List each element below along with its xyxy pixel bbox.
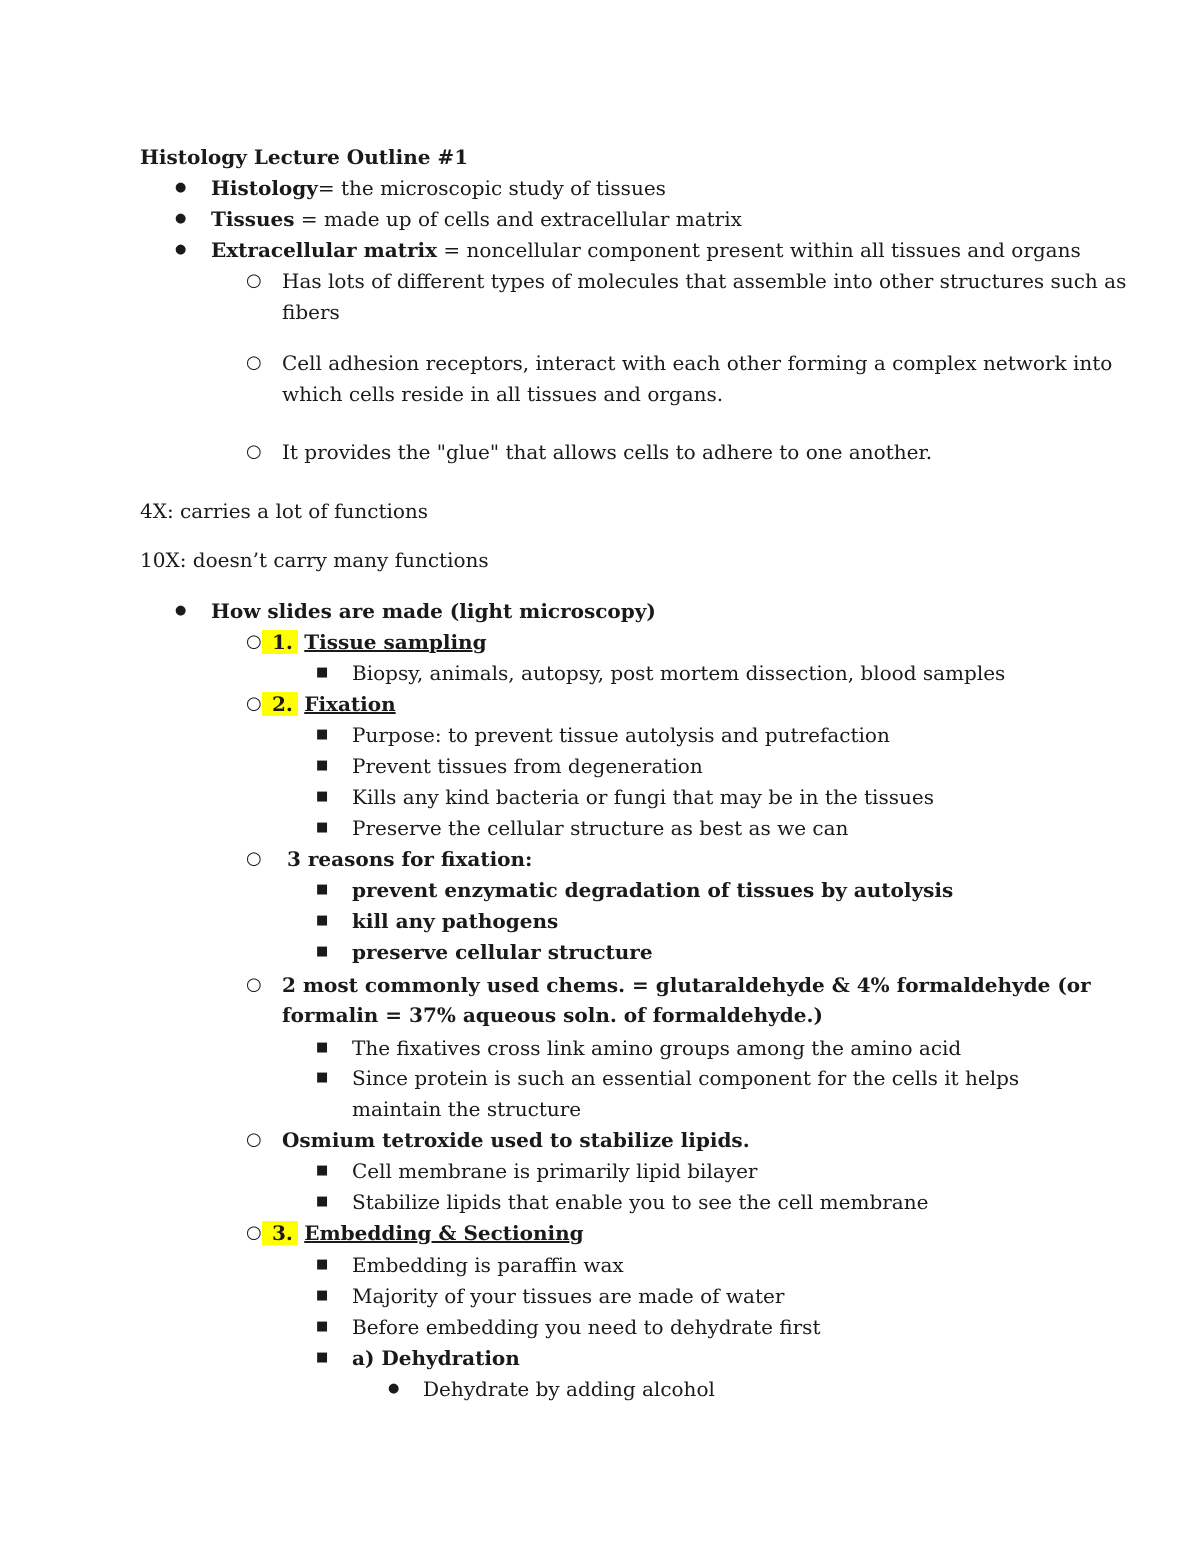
- list-item: Preserve the cellular structure as best as we can: [352, 816, 849, 840]
- list-item: Prevent tissues from degeneration: [352, 754, 703, 778]
- list-item: Cell adhesion receptors, interact with each other forming a complex network into: [282, 351, 1113, 375]
- square-bullet-icon: ■: [316, 820, 329, 835]
- square-bullet-icon: ■: [316, 1163, 329, 1178]
- square-bullet-icon: ■: [316, 727, 329, 742]
- term-label: Extracellular matrix: [211, 238, 438, 262]
- note-line: 4X: carries a lot of functions: [140, 499, 429, 523]
- circle-bullet-icon: ○: [246, 848, 262, 869]
- list-item: Since protein is such an essential component for the cells it helps: [352, 1066, 1020, 1090]
- list-item: Cell membrane is primarily lipid bilayer: [352, 1159, 758, 1183]
- step-heading: [262, 1221, 584, 1245]
- list-item: Embedding is paraffin wax: [352, 1253, 624, 1277]
- step-title: Embedding & Sectioning: [304, 1221, 584, 1245]
- separator: =: [294, 207, 325, 231]
- list-item: Before embedding you need to dehydrate first: [352, 1315, 821, 1339]
- list-item: Kills any kind bacteria or fungi that may be in the tissues: [352, 785, 934, 809]
- list-item: It provides the "glue" that allows cells to adhere to one another.: [282, 440, 933, 464]
- step-title: Tissue sampling: [304, 630, 487, 654]
- circle-bullet-icon: ○: [246, 352, 262, 373]
- square-bullet-icon: ■: [316, 1257, 329, 1272]
- note-line: 10X: doesn’t carry many functions: [140, 548, 489, 572]
- square-bullet-icon: ■: [316, 1040, 329, 1055]
- bullet-icon: ●: [175, 603, 187, 618]
- square-bullet-icon: ■: [316, 789, 329, 804]
- list-item: [211, 176, 666, 200]
- square-bullet-icon: ■: [316, 882, 329, 897]
- subsection-heading: 3 reasons for fixation:: [287, 847, 533, 871]
- sub-step-heading: a) Dehydration: [352, 1346, 520, 1370]
- term-label: Tissues: [211, 207, 295, 231]
- square-bullet-icon: ■: [316, 1319, 329, 1334]
- subsection-heading: 2 most commonly used chems. = glutaraldehyde & 4% formaldehyde (or: [282, 973, 1091, 997]
- square-bullet-icon: ■: [316, 1288, 329, 1303]
- list-item: Majority of your tissues are made of water: [352, 1284, 785, 1308]
- subsection-heading-continuation: formalin = 37% aqueous soln. of formaldehyde.): [282, 1003, 823, 1027]
- circle-bullet-icon: ○: [246, 631, 262, 652]
- definition-text: made up of cells and extracellular matrix: [324, 207, 742, 231]
- square-bullet-icon: ■: [316, 665, 329, 680]
- circle-bullet-icon: ○: [246, 441, 262, 462]
- bullet-icon: ●: [175, 211, 187, 226]
- list-item: Dehydrate by adding alcohol: [423, 1377, 715, 1401]
- bullet-icon: ●: [388, 1381, 400, 1396]
- list-item: preserve cellular structure: [352, 940, 653, 964]
- list-item: Stabilize lipids that enable you to see the cell membrane: [352, 1190, 929, 1214]
- square-bullet-icon: ■: [316, 1194, 329, 1209]
- section-heading: How slides are made (light microscopy): [211, 599, 656, 623]
- circle-bullet-icon: ○: [246, 974, 262, 995]
- list-item: The fixatives cross link amino groups among the amino acid: [352, 1036, 962, 1060]
- square-bullet-icon: ■: [316, 758, 329, 773]
- circle-bullet-icon: ○: [246, 693, 262, 714]
- list-item: [211, 207, 742, 231]
- bullet-icon: ●: [175, 242, 187, 257]
- document-title: Histology Lecture Outline #1: [140, 145, 469, 169]
- list-item: prevent enzymatic degradation of tissues by autolysis: [352, 878, 954, 902]
- step-number: 1.: [262, 630, 298, 654]
- step-number: 2.: [262, 692, 298, 716]
- square-bullet-icon: ■: [316, 1070, 329, 1085]
- step-heading: [262, 630, 487, 654]
- separator: =: [437, 238, 467, 262]
- list-item-continuation: which cells reside in all tissues and organs.: [282, 382, 724, 406]
- circle-bullet-icon: ○: [246, 1129, 262, 1150]
- separator: =: [317, 176, 341, 200]
- square-bullet-icon: ■: [316, 1350, 329, 1365]
- list-item: Purpose: to prevent tissue autolysis and putrefaction: [352, 723, 890, 747]
- circle-bullet-icon: ○: [246, 270, 262, 291]
- definition-text: noncellular component present within all tissues and organs: [466, 238, 1081, 262]
- term-label: Histology: [211, 176, 318, 200]
- list-item: [211, 238, 1081, 262]
- list-item: Has lots of different types of molecules that assemble into other structures such as: [282, 269, 1127, 293]
- list-item-continuation: maintain the structure: [352, 1097, 582, 1121]
- step-heading: [262, 692, 396, 716]
- bullet-icon: ●: [175, 180, 187, 195]
- step-title: Fixation: [304, 692, 396, 716]
- square-bullet-icon: ■: [316, 944, 329, 959]
- list-item-continuation: fibers: [282, 300, 340, 324]
- square-bullet-icon: ■: [316, 913, 329, 928]
- definition-text: the microscopic study of tissues: [341, 176, 666, 200]
- list-item: kill any pathogens: [352, 909, 559, 933]
- list-item: Biopsy, animals, autopsy, post mortem dissection, blood samples: [352, 661, 1006, 685]
- subsection-heading: Osmium tetroxide used to stabilize lipids.: [282, 1128, 750, 1152]
- step-number: 3.: [262, 1221, 298, 1245]
- circle-bullet-icon: ○: [246, 1222, 262, 1243]
